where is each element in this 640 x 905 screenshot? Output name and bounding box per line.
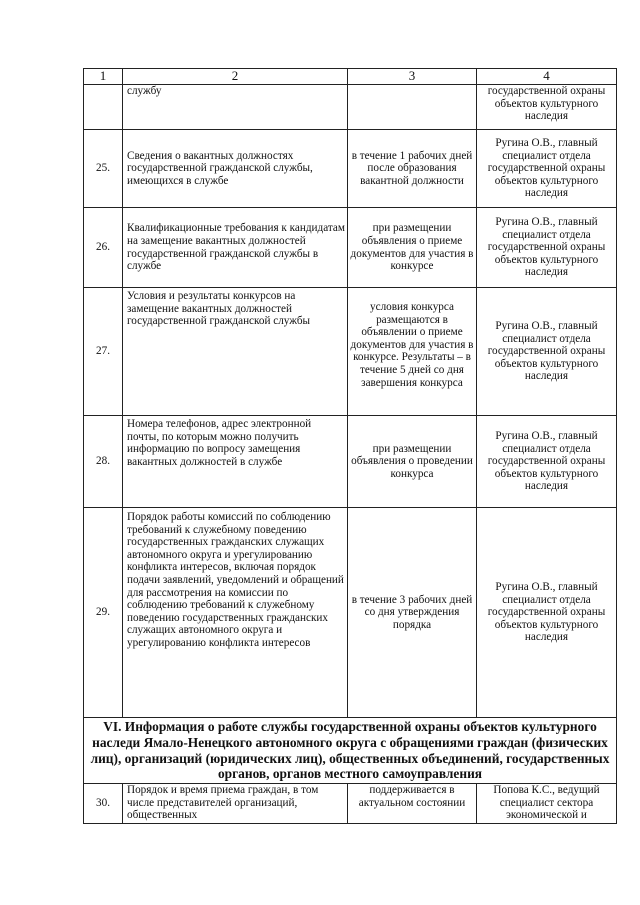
row-responsible: государственной охраны объектов культурного наследия bbox=[477, 85, 617, 130]
row-number: 30. bbox=[84, 784, 123, 824]
row-term: условия конкурса размещаются в объявлении о приеме документов для участия в конкурсе. Результаты – в течение 5 дней со дня завершения конкурса bbox=[348, 288, 477, 416]
column-header: 4 bbox=[477, 69, 617, 85]
row-responsible: Ругина О.В., главный специалист отдела государственной охраны объектов культурного наследия bbox=[477, 508, 617, 718]
row-description: Порядок и время приема граждан, в том числе представителей организаций, общественных bbox=[123, 784, 348, 824]
column-header: 2 bbox=[123, 69, 348, 85]
row-responsible: Ругина О.В., главный специалист отдела государственной охраны объектов культурного наследия bbox=[477, 416, 617, 508]
row-term: в течение 1 рабочих дней после образования вакантной должности bbox=[348, 130, 477, 208]
row-term: при размещении объявления о проведении конкурса bbox=[348, 416, 477, 508]
row-description: Сведения о вакантных должностях государственной гражданской службы, имеющихся в службе bbox=[123, 130, 348, 208]
row-number: 25. bbox=[84, 130, 123, 208]
row-number: 29. bbox=[84, 508, 123, 718]
row-term: при размещении объявления о приеме документов для участия в конкурсе bbox=[348, 208, 477, 288]
row-description: Квалификационные требования к кандидатам на замещение вакантных должностей государственной гражданской службы в службе bbox=[123, 208, 348, 288]
table-row bbox=[84, 130, 617, 208]
row-description: Номера телефонов, адрес электронной почты, по которым можно получить информацию по вопросу замещения вакантных должностей в службе bbox=[123, 416, 348, 508]
section-row bbox=[84, 718, 617, 784]
row-responsible: Ругина О.В., главный специалист отдела государственной охраны объектов культурного наследия bbox=[477, 130, 617, 208]
row-term bbox=[348, 85, 477, 130]
column-header: 3 bbox=[348, 69, 477, 85]
table-row bbox=[84, 784, 617, 824]
table-row bbox=[84, 85, 617, 130]
row-responsible: Ругина О.В., главный специалист отдела государственной охраны объектов культурного наследия bbox=[477, 208, 617, 288]
column-header: 1 bbox=[84, 69, 123, 85]
row-number: 28. bbox=[84, 416, 123, 508]
table-row bbox=[84, 508, 617, 718]
row-responsible: Попова К.С., ведущий специалист сектора экономической и bbox=[477, 784, 617, 824]
row-number: 27. bbox=[84, 288, 123, 416]
row-number: 26. bbox=[84, 208, 123, 288]
table-row bbox=[84, 288, 617, 416]
row-description: Условия и результаты конкурсов на замещение вакантных должностей государственной гражданской службы bbox=[123, 288, 348, 416]
section-title: VI. Информация о работе службы государственной охраны объектов культурного наследи Ямало-Ненецкого автономного округа с обращениями граждан (физических лиц), организаций (юридических лиц), общественных объединений, государственных органов, органов местного самоуправления bbox=[84, 718, 617, 784]
table-row bbox=[84, 416, 617, 508]
table-row bbox=[84, 208, 617, 288]
row-description: Порядок работы комиссий по соблюдению требований к служебному поведению государственных гражданских служащих автономного округа и урегулированию конфликта интересов, включая порядок подачи заявлений, уведомлений и обращений для рассмотрения на комиссии по соблюдению требований к служебному поведению государственных гражданских служащих автономного округа и урегулированию конфликта интересов bbox=[123, 508, 348, 718]
row-term: в течение 3 рабочих дней со дня утверждения порядка bbox=[348, 508, 477, 718]
row-responsible: Ругина О.В., главный специалист отдела государственной охраны объектов культурного наследия bbox=[477, 288, 617, 416]
row-description: службу bbox=[123, 85, 348, 130]
row-number bbox=[84, 85, 123, 130]
row-term: поддерживается в актуальном состоянии bbox=[348, 784, 477, 824]
information-table bbox=[83, 68, 617, 824]
header-row bbox=[84, 69, 617, 85]
